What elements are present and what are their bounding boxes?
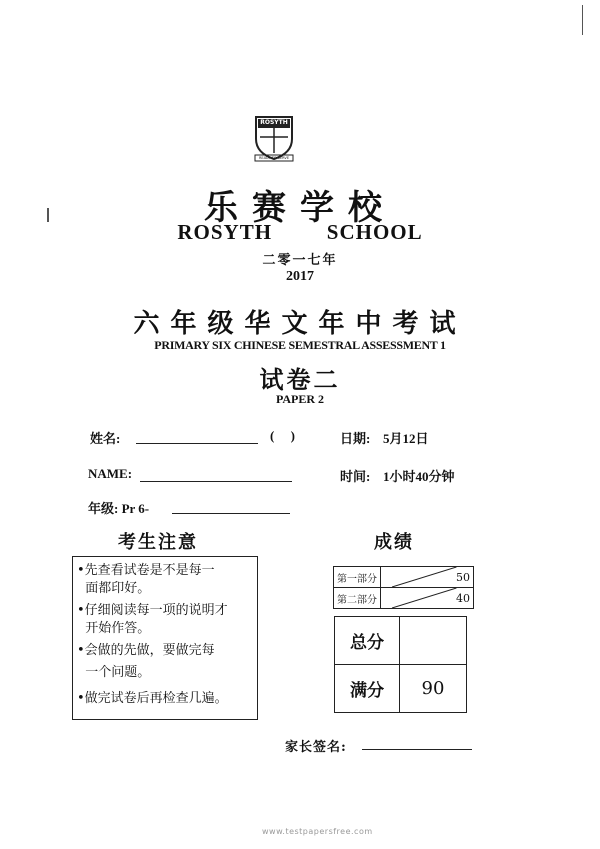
crest-banner-text: ROSYTH [260,119,288,126]
note-line: 开始作答。 [77,621,151,636]
table-row [334,588,474,609]
table-row [335,617,467,665]
name-english-line[interactable] [140,481,292,482]
year-chinese: 二零一七年 [262,253,338,268]
table-row [335,665,467,713]
paper-title-english: PAPER 2 [275,392,325,406]
section-score-table [333,566,474,609]
full-marks-label: 满分 [335,665,400,713]
table-row [334,567,474,588]
note-line: •先查看试卷是不是每一 [77,563,215,578]
name-label-english: NAME: [88,466,133,481]
school-name-chinese: 乐赛学校 [204,188,396,228]
note-line: •会做的先做，要做完每 [77,643,215,658]
exam-title-english: PRIMARY SIX CHINESE SEMESTRAL ASSESSMENT 1 [154,338,446,352]
name-chinese-line[interactable] [136,443,258,444]
section-label: 第二部分 [334,588,381,609]
paper-title-chinese: 试卷二 [259,365,341,394]
school-name-english: ROSYTH SCHOOL [177,220,423,244]
time-value: 1小时40分钟 [383,469,455,484]
scan-mark [582,5,583,35]
crest-motto-text: READY TO SERVE [258,156,290,160]
name-label-chinese: 姓名: [90,431,121,446]
date-label: 日期: [340,431,371,446]
section-max: 40 [456,591,470,605]
score-title: 成绩 [374,532,414,553]
note-line: •做完试卷后再检查几遍。 [77,691,228,706]
section-score-cell[interactable] [381,588,474,609]
section-max: 50 [456,570,470,584]
parent-signature-label: 家长签名: [285,740,347,755]
notes-title: 考生注意 [118,532,198,553]
date-value: 5月12日 [383,431,429,446]
note-line: 一个问题。 [77,665,151,680]
school-crest [252,113,296,163]
exam-title-chinese: 六年级华文年中考试 [133,309,467,339]
class-label: 年级: Pr 6- [88,501,150,516]
scan-mark [47,208,49,222]
section-label: 第一部分 [334,567,381,588]
class-line[interactable] [172,513,290,514]
full-marks-value: 90 [400,665,467,713]
year: 2017 [286,269,314,284]
note-line: •仔细阅读每一项的说明才 [77,603,228,618]
note-line: 面都印好。 [77,581,151,596]
total-label: 总分 [335,617,400,665]
total-score-cell[interactable] [400,617,467,665]
class-number-brackets: ( ) [270,428,295,443]
footer-watermark: www.testpapersfree.com [262,827,373,836]
section-score-cell[interactable] [381,567,474,588]
notes-box [72,556,258,720]
parent-signature-line[interactable] [362,749,472,750]
total-score-table [334,616,467,713]
time-label: 时间: [340,469,371,484]
